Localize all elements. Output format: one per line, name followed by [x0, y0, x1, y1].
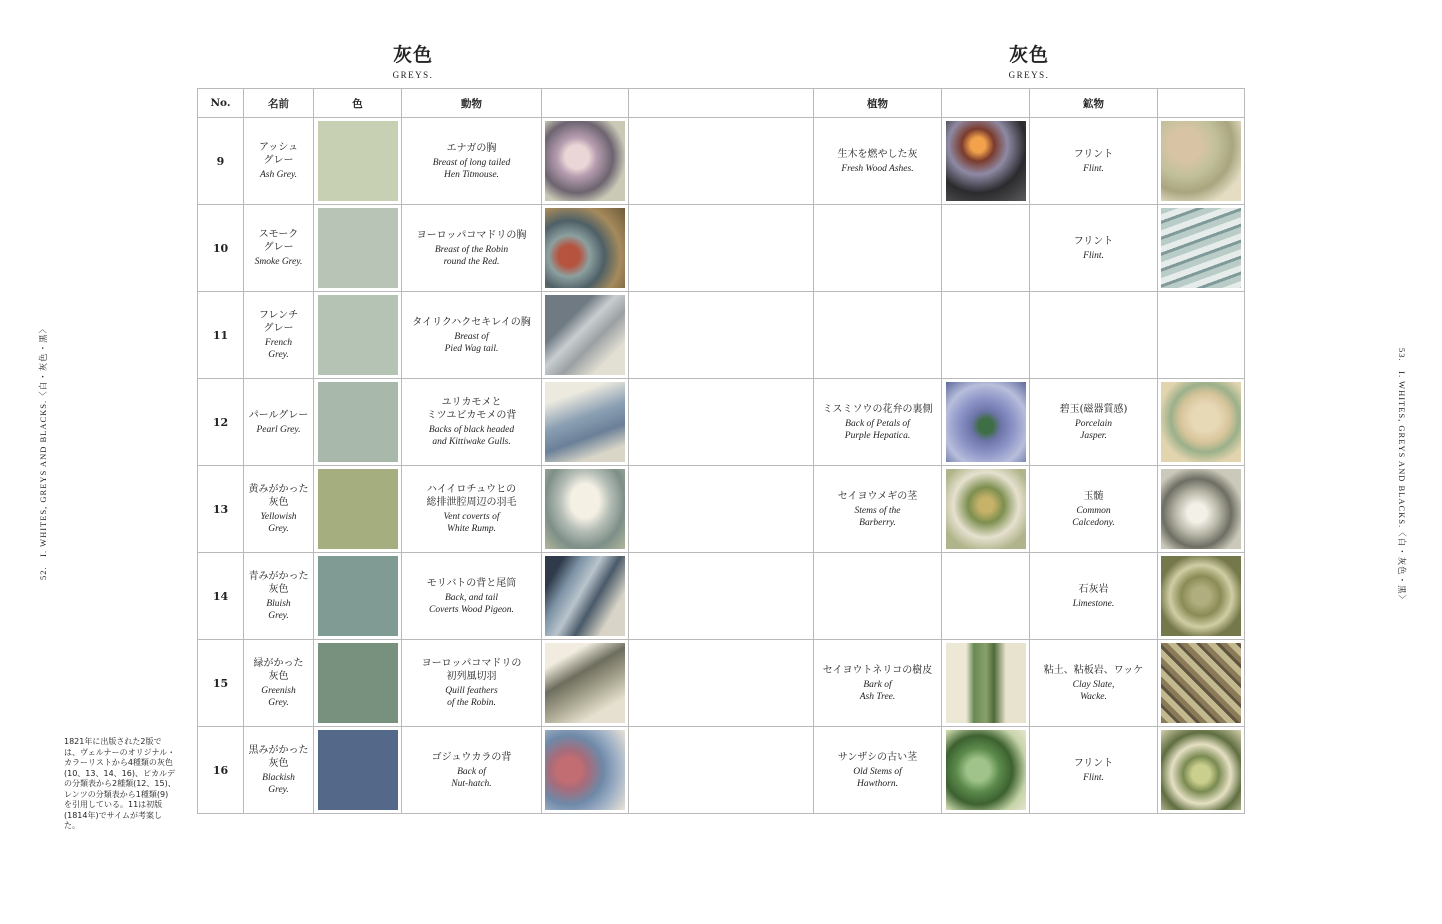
running-head-left: 52. I. WHITES, GREYS AND BLACKS.〈白・灰色・黒〉: [38, 323, 48, 580]
animal-name-jp: タイリクハクセキレイの胸: [412, 316, 531, 328]
color-name-jp: スモーク グレー: [258, 229, 299, 253]
animal-image-cell: [542, 727, 629, 814]
color-name: [244, 466, 314, 553]
color-swatch-cell: [314, 205, 402, 292]
animal-cell: [402, 292, 542, 379]
flint-2-image: [1161, 208, 1241, 288]
mineral-cell: [1030, 379, 1158, 466]
color-name-jp: フレンチ グレー: [258, 310, 299, 334]
mineral-cell: [1030, 118, 1158, 205]
animal-cell: [402, 553, 542, 640]
barberry-image: [946, 469, 1026, 549]
color-name: [244, 553, 314, 640]
animal-cell: [402, 466, 542, 553]
mineral-name-en: Common Calcedony.: [1072, 505, 1115, 528]
col-header-no: No.: [198, 89, 244, 118]
animal-cell: [402, 640, 542, 727]
mineral-name-jp: フリント: [1073, 148, 1114, 160]
color-swatch: [318, 469, 398, 549]
color-name: [244, 727, 314, 814]
color-name: [244, 205, 314, 292]
bird-harrier-image: [545, 469, 625, 549]
animal-cell: [402, 727, 542, 814]
col-header-animal: 動物: [402, 89, 542, 118]
mineral-image-cell: [1158, 727, 1245, 814]
animal-name-jp: ヨーロッパコマドリの胸: [416, 229, 527, 241]
color-name: [244, 640, 314, 727]
row-number-text: 9: [216, 154, 225, 168]
jasper-image: [1161, 382, 1241, 462]
plant-cell: [814, 727, 942, 814]
table-body: [198, 118, 1245, 814]
color-swatch-cell: [314, 553, 402, 640]
hawthorn-image: [946, 730, 1026, 810]
table-row: [198, 292, 1245, 379]
color-swatch-cell: [314, 118, 402, 205]
col-header-gutter: [629, 89, 814, 118]
col-header-animal-image: [542, 89, 629, 118]
row-number: [198, 292, 244, 379]
col-header-plant: 植物: [814, 89, 942, 118]
color-name-jp: 黒みがかった 灰色: [248, 745, 309, 769]
animal-image-cell: [542, 292, 629, 379]
mineral-name-en: Flint.: [1083, 163, 1104, 174]
color-name-en: Pearl Grey.: [256, 424, 301, 435]
table-row: [198, 466, 1245, 553]
animal-name-en: Vent coverts of White Rump.: [443, 512, 500, 534]
plant-image-cell: [942, 379, 1030, 466]
row-number-text: 15: [212, 676, 229, 690]
mineral-name-en: Clay Slate, Wacke.: [1072, 679, 1115, 702]
color-name: [244, 292, 314, 379]
col-header-mineral-image: [1158, 89, 1245, 118]
color-swatch: [318, 295, 398, 375]
row-number: [198, 205, 244, 292]
mineral-image-cell: [1158, 292, 1245, 379]
color-name: [244, 118, 314, 205]
color-swatch: [318, 121, 398, 201]
running-head-right: 53. I. WHITES, GREYS AND BLACKS.〈白・灰色・黒〉: [1397, 348, 1407, 605]
color-name-jp: アッシュ グレー: [258, 142, 299, 166]
table-row: [198, 553, 1245, 640]
plant-cell: [814, 640, 942, 727]
bird-wagtail-image: [545, 295, 625, 375]
gutter-cell: [629, 640, 814, 727]
plant-cell: [814, 553, 942, 640]
color-name-jp: 緑がかった 灰色: [253, 658, 304, 682]
mineral-cell: [1030, 292, 1158, 379]
table-header-row: [198, 89, 1245, 118]
color-name-en: Bluish Grey.: [266, 599, 291, 621]
limestone-image: [1161, 556, 1241, 636]
row-number-text: 13: [212, 502, 229, 516]
gutter-cell: [629, 205, 814, 292]
animal-name-jp: モリバトの背と尾筒: [426, 577, 517, 589]
mineral-cell: [1030, 727, 1158, 814]
mineral-name-jp: 玉髄: [1083, 490, 1104, 502]
col-header-name: 名前: [244, 89, 314, 118]
mineral-name-en: Flint.: [1083, 250, 1104, 261]
animal-name-jp: ゴジュウカラの背: [431, 751, 512, 763]
row-number-text: 11: [212, 328, 229, 342]
color-name-jp: 青みがかった 灰色: [248, 571, 309, 595]
mineral-name-en: Porcelain Jasper.: [1074, 418, 1113, 441]
gutter-cell: [629, 727, 814, 814]
row-number-text: 10: [212, 241, 229, 255]
plant-name-jp: 生木を燃やした灰: [837, 148, 918, 160]
hepatica-image: [946, 382, 1026, 462]
row-number: [198, 118, 244, 205]
plant-name-jp: セイヨウメギの茎: [837, 490, 918, 502]
mineral-name-en: Limestone.: [1072, 598, 1115, 609]
heading-right: [949, 40, 1109, 80]
plant-cell: [814, 379, 942, 466]
animal-image-cell: [542, 118, 629, 205]
plant-name-en: Bark of Ash Tree.: [859, 679, 896, 702]
mineral-image-cell: [1158, 466, 1245, 553]
animal-image-cell: [542, 553, 629, 640]
clay-slate-image: [1161, 643, 1241, 723]
color-swatch-cell: [314, 292, 402, 379]
bird-gulls-image: [545, 382, 625, 462]
bird-pigeon-image: [545, 556, 625, 636]
animal-cell: [402, 118, 542, 205]
color-name-en: Greenish Grey.: [261, 686, 296, 708]
plant-image-cell: [942, 292, 1030, 379]
mineral-cell: [1030, 640, 1158, 727]
plant-name-jp: ミスミソウの花弁の裏側: [822, 403, 933, 415]
plant-image-cell: [942, 553, 1030, 640]
gutter-cell: [629, 553, 814, 640]
gutter-cell: [629, 466, 814, 553]
plant-cell: [814, 118, 942, 205]
gutter-cell: [629, 379, 814, 466]
row-number: [198, 640, 244, 727]
color-name-en: Yellowish Grey.: [260, 512, 297, 534]
color-swatch: [318, 556, 398, 636]
mineral-name-jp: 石灰岩: [1078, 583, 1109, 595]
plant-name-jp: サンザシの古い茎: [837, 751, 918, 763]
heading-left-jp: 灰色: [392, 44, 433, 66]
color-name-jp: パールグレー: [248, 409, 309, 421]
mineral-cell: [1030, 553, 1158, 640]
table-row: [198, 640, 1245, 727]
animal-name-jp: ヨーロッパコマドリの 初列風切羽: [421, 658, 522, 682]
color-swatch: [318, 643, 398, 723]
color-swatch-cell: [314, 379, 402, 466]
mineral-image-cell: [1158, 553, 1245, 640]
animal-image-cell: [542, 379, 629, 466]
plant-cell: [814, 205, 942, 292]
mineral-cell: [1030, 205, 1158, 292]
plant-image-cell: [942, 466, 1030, 553]
color-name-en: Smoke Grey.: [254, 257, 303, 267]
plant-name-en: Fresh Wood Ashes.: [841, 163, 914, 174]
col-header-color: 色: [314, 89, 402, 118]
color-name: [244, 379, 314, 466]
sidenote: 1821年に出版された2版では、ヴェルナーのオリジナル・カラーリストから4種類の灰色(10、13、14、16)、ピカルデの分類表から2種類(12、15)、レンツの分類表から1種類(9)を引用している。11は初版(1814年)でサイムが考案した。: [64, 737, 176, 830]
bird-nuthatch-image: [545, 730, 625, 810]
color-swatch-cell: [314, 466, 402, 553]
col-header-plant-image: [942, 89, 1030, 118]
row-number: [198, 553, 244, 640]
animal-cell: [402, 205, 542, 292]
heading-left-en: GREYS.: [392, 70, 434, 80]
row-number: [198, 466, 244, 553]
ash-bark-image: [946, 643, 1026, 723]
color-swatch-cell: [314, 640, 402, 727]
row-number-text: 16: [212, 763, 229, 777]
mineral-name-jp: フリント: [1073, 235, 1114, 247]
table-row: [198, 118, 1245, 205]
animal-cell: [402, 379, 542, 466]
plant-name-jp: セイヨウトネリコの樹皮: [822, 664, 933, 676]
animal-name-jp: エナガの胸: [446, 142, 497, 154]
gutter-cell: [629, 292, 814, 379]
row-number: [198, 727, 244, 814]
color-name-en: Ash Grey.: [259, 170, 298, 180]
bird-robin-image: [545, 208, 625, 288]
animal-image-cell: [542, 205, 629, 292]
plant-name-en: Back of Petals of Purple Hepatica.: [844, 418, 911, 441]
heading-right-en: GREYS.: [1008, 70, 1050, 80]
plant-cell: [814, 466, 942, 553]
animal-name-en: Back of Nut-hatch.: [451, 766, 492, 789]
animal-name-jp: ハイイロチュウヒの 総排泄腔周辺の羽毛: [426, 484, 517, 508]
animal-name-en: Breast of Pied Wag tail.: [444, 331, 499, 354]
row-number: [198, 379, 244, 466]
color-name-en: French Grey.: [264, 338, 293, 360]
color-swatch: [318, 382, 398, 462]
plant-image-cell: [942, 205, 1030, 292]
wood-ashes-image: [946, 121, 1026, 201]
color-name-jp: 黄みがかった 灰色: [248, 484, 309, 508]
row-number-text: 12: [212, 415, 229, 429]
plant-image-cell: [942, 118, 1030, 205]
animal-name-en: Quill feathers of the Robin.: [445, 686, 498, 708]
mineral-image-cell: [1158, 640, 1245, 727]
color-swatch-cell: [314, 727, 402, 814]
mineral-name-jp: 粘土、粘板岩、ワッケ: [1043, 664, 1144, 676]
calcedony-image: [1161, 469, 1241, 549]
plant-name-en: Stems of the Barberry.: [854, 505, 901, 528]
mineral-cell: [1030, 466, 1158, 553]
table-row: [198, 379, 1245, 466]
heading-left: [333, 40, 493, 80]
plant-cell: [814, 292, 942, 379]
flint-3-image: [1161, 730, 1241, 810]
color-swatch: [318, 730, 398, 810]
animal-image-cell: [542, 640, 629, 727]
mineral-name-en: Flint.: [1083, 772, 1104, 783]
row-number-text: 14: [212, 589, 229, 603]
table-row: [198, 205, 1245, 292]
color-table: [197, 88, 1245, 814]
table-row: [198, 727, 1245, 814]
flint-1-image: [1161, 121, 1241, 201]
animal-name-en: Back, and tail Coverts Wood Pigeon.: [429, 592, 514, 615]
mineral-name-jp: 碧玉(磁器質感): [1059, 403, 1128, 415]
color-name-en: Blackish Grey.: [262, 773, 295, 795]
animal-name-en: Breast of long tailed Hen Titmouse.: [432, 157, 511, 180]
animal-name-jp: ユリカモメと ミツユビカモメの背: [426, 397, 517, 421]
animal-name-en: Backs of black headed and Kittiwake Gulls.: [428, 425, 515, 447]
col-header-mineral: 鉱物: [1030, 89, 1158, 118]
bird-robin-quill-image: [545, 643, 625, 723]
animal-image-cell: [542, 466, 629, 553]
plant-name-en: Old Stems of Hawthorn.: [853, 766, 902, 789]
gutter-cell: [629, 118, 814, 205]
mineral-image-cell: [1158, 205, 1245, 292]
mineral-image-cell: [1158, 379, 1245, 466]
plant-image-cell: [942, 727, 1030, 814]
animal-name-en: Breast of the Robin round the Red.: [434, 244, 509, 267]
heading-right-jp: 灰色: [1008, 44, 1049, 66]
bird-titmouse-image: [545, 121, 625, 201]
color-swatch: [318, 208, 398, 288]
mineral-name-jp: フリント: [1073, 757, 1114, 769]
plant-image-cell: [942, 640, 1030, 727]
mineral-image-cell: [1158, 118, 1245, 205]
